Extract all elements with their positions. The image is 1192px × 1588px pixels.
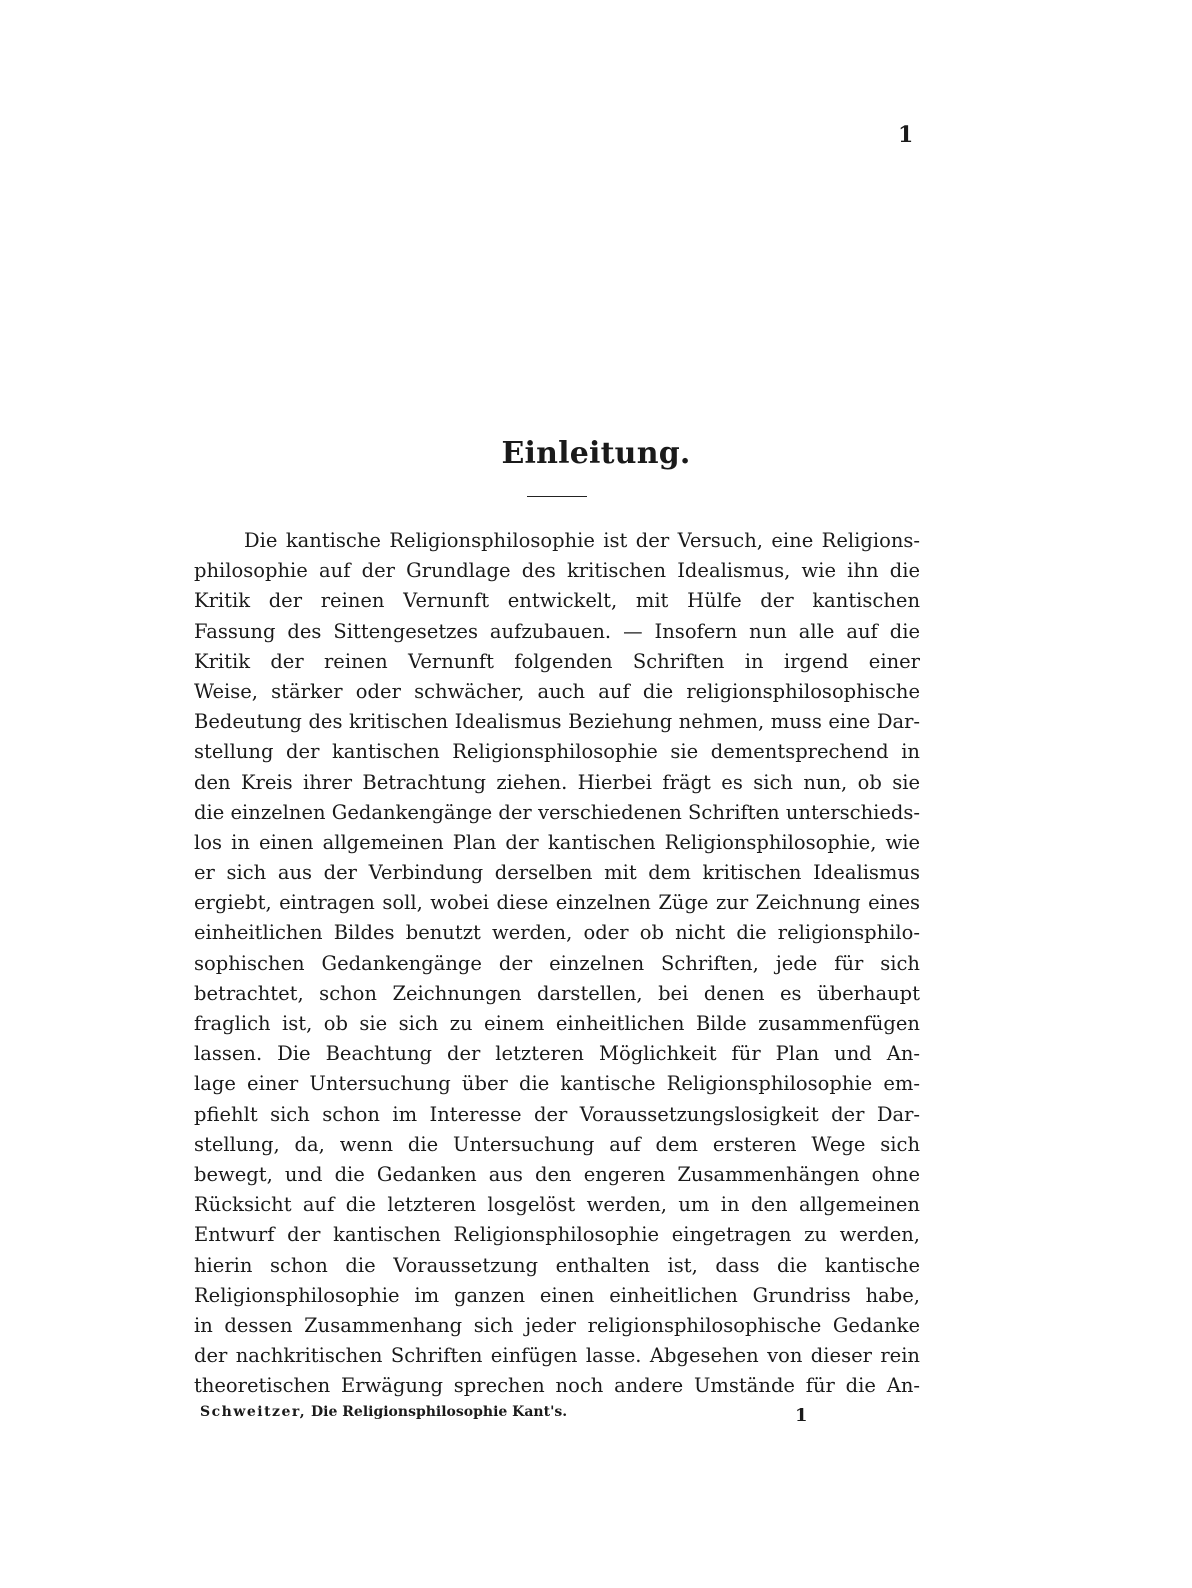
chapter-heading: Einleitung.	[501, 436, 691, 471]
footer-title: Die Religionsphilosophie Kant's.	[311, 1404, 568, 1420]
text-line: Entwurf der kantischen Religionsphilosophie eingetragen zu werden,	[194, 1223, 920, 1247]
text-line: einheitlichen Bildes benutzt werden, oder ob nicht die religionsphilo-	[194, 921, 920, 945]
text-line: philosophie auf der Grundlage des kritischen Idealismus, wie ihn die	[194, 559, 920, 583]
text-line: stellung, da, wenn die Untersuchung auf dem ersteren Wege sich	[194, 1132, 920, 1156]
text-line: Bedeutung des kritischen Idealismus Beziehung nehmen, muss eine Dar-	[194, 710, 920, 734]
text-line: betrachtet, schon Zeichnungen darstellen, bei denen es überhaupt	[194, 981, 920, 1005]
text-line: fraglich ist, ob sie sich zu einem einheitlichen Bilde zusammenfügen	[194, 1012, 920, 1035]
text-line: stellung der kantischen Religionsphilosophie sie dementsprechend in	[194, 740, 920, 764]
text-line: sophischen Gedankengänge der einzelnen Schriften, jede für sich	[194, 951, 920, 975]
text-line: lassen. Die Beachtung der letzteren Möglichkeit für Plan und An-	[194, 1042, 920, 1066]
text-line: Rücksicht auf die letzteren losgelöst werden, um in den allgemeinen	[194, 1193, 920, 1217]
signature-mark: 1	[795, 1405, 808, 1426]
text-line: Die kantische Religionsphilosophie ist der Versuch, eine Religions-	[244, 529, 920, 552]
text-line: Weise, stärker oder schwächer, auch auf die religionsphilosophische	[194, 679, 920, 703]
footer-citation	[200, 1404, 567, 1420]
text-line: bewegt, und die Gedanken aus den engeren Zusammenhängen ohne	[194, 1162, 920, 1186]
text-line: lage einer Untersuchung über die kantische Religionsphilosophie em-	[194, 1072, 920, 1096]
text-line: der nachkritischen Schriften einfügen lasse. Abgesehen von dieser rein	[194, 1344, 920, 1368]
text-line: Kritik der reinen Vernunft folgenden Schriften in irgend einer	[194, 649, 920, 673]
text-line: in dessen Zusammenhang sich jeder religionsphilosophische Gedanke	[194, 1313, 920, 1337]
text-line: Religionsphilosophie im ganzen einen einheitlichen Grundriss habe,	[194, 1283, 920, 1307]
text-line: los in einen allgemeinen Plan der kantischen Religionsphilosophie, wie	[194, 830, 920, 854]
page-number: 1	[898, 122, 914, 148]
text-line: Fassung des Sittengesetzes aufzubauen. — Insofern nun alle auf die	[194, 619, 920, 643]
body-paragraph	[194, 526, 920, 1401]
text-line: pfiehlt sich schon im Interesse der Voraussetzungslosigkeit der Dar-	[194, 1102, 920, 1126]
text-line: theoretischen Erwägung sprechen noch andere Umstände für die An-	[194, 1374, 920, 1398]
text-line: hierin schon die Voraussetzung enthalten ist, dass die kantische	[194, 1253, 920, 1277]
text-line: die einzelnen Gedankengänge der verschiedenen Schriften unterschieds-	[194, 800, 920, 824]
footer-author: Schweitzer,	[200, 1404, 307, 1420]
text-line: den Kreis ihrer Betrachtung ziehen. Hierbei frägt es sich nun, ob sie	[194, 770, 920, 794]
heading-divider	[527, 496, 587, 497]
text-line: Kritik der reinen Vernunft entwickelt, mit Hülfe der kantischen	[194, 589, 920, 613]
text-line: ergiebt, eintragen soll, wobei diese einzelnen Züge zur Zeichnung eines	[194, 891, 920, 915]
text-line: er sich aus der Verbindung derselben mit dem kritischen Idealismus	[194, 861, 920, 885]
